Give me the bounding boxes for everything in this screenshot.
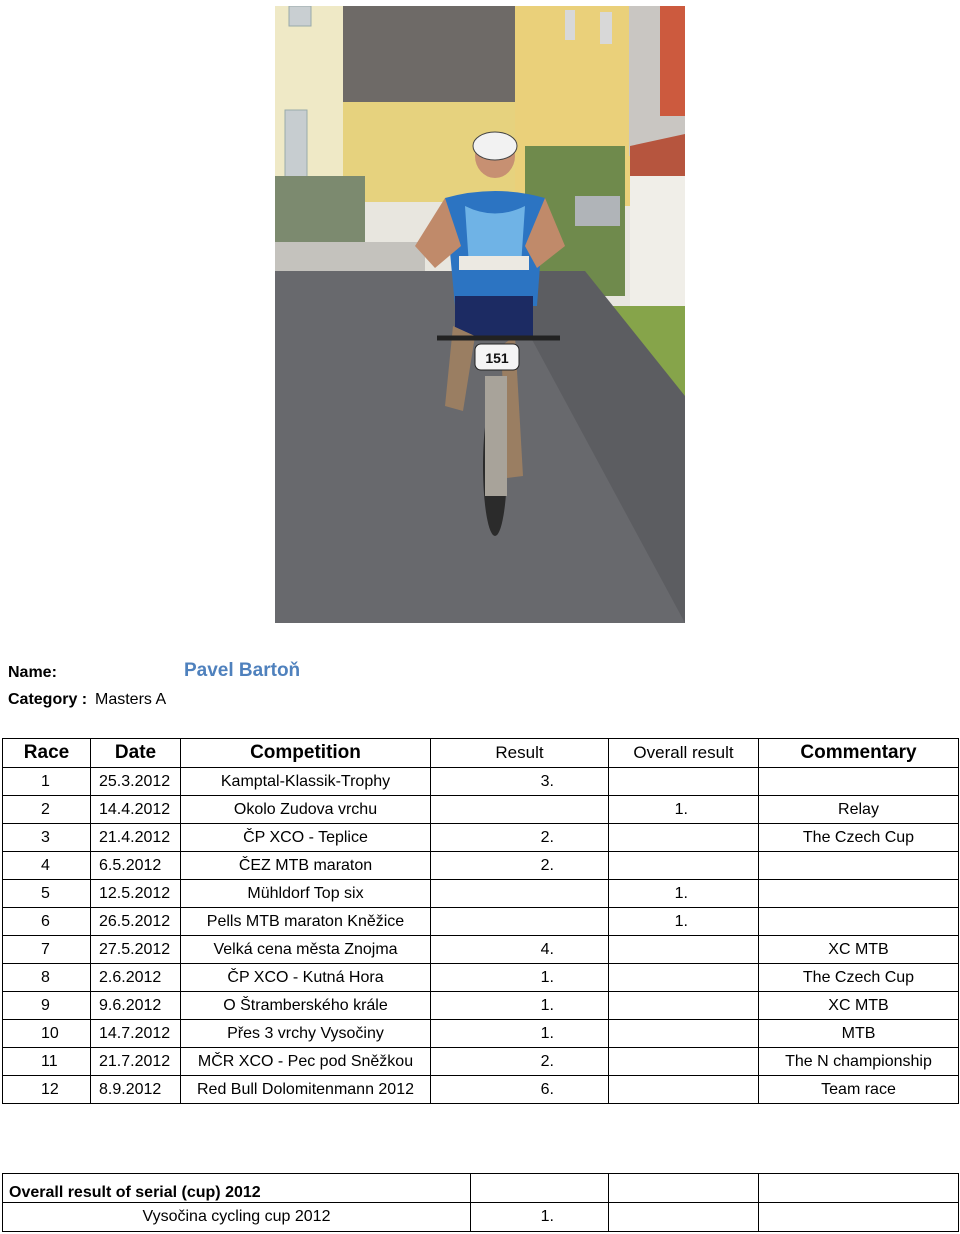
header-result: Result xyxy=(431,739,609,768)
cell-overall: 1. xyxy=(609,880,759,908)
serial-row xyxy=(3,1203,959,1232)
cell-overall xyxy=(609,824,759,852)
cell-competition: Pells MTB maraton Kněžice xyxy=(181,908,431,936)
cell-result: 1. xyxy=(431,1020,609,1048)
empty-cell xyxy=(759,1174,959,1203)
cell-race: 6 xyxy=(3,908,91,936)
serial-cup-name: Vysočina cycling cup 2012 xyxy=(3,1203,471,1232)
cell-commentary: The Czech Cup xyxy=(759,964,959,992)
cell-competition: Mühldorf Top six xyxy=(181,880,431,908)
cell-competition: O Štramberského krále xyxy=(181,992,431,1020)
cell-race: 8 xyxy=(3,964,91,992)
serial-title: Overall result of serial (cup) 2012 xyxy=(3,1174,471,1203)
cell-competition: ČP XCO - Teplice xyxy=(181,824,431,852)
cell-overall xyxy=(609,936,759,964)
cell-race: 3 xyxy=(3,824,91,852)
cell-competition: Velká cena města Znojma xyxy=(181,936,431,964)
cell-competition: MČR XCO - Pec pod Sněžkou xyxy=(181,1048,431,1076)
cell-commentary: XC MTB xyxy=(759,936,959,964)
cell-commentary: Relay xyxy=(759,796,959,824)
cell-date: 6.5.2012 xyxy=(91,852,181,880)
cell-result: 6. xyxy=(431,1076,609,1104)
cell-competition: ČP XCO - Kutná Hora xyxy=(181,964,431,992)
cell-result: 2. xyxy=(431,824,609,852)
table-row xyxy=(3,768,959,796)
table-row xyxy=(3,964,959,992)
empty-cell xyxy=(609,1203,759,1232)
table-row xyxy=(3,992,959,1020)
cell-race: 9 xyxy=(3,992,91,1020)
cell-result xyxy=(431,908,609,936)
name-label: Name: xyxy=(8,664,57,681)
cell-commentary xyxy=(759,908,959,936)
cell-race: 10 xyxy=(3,1020,91,1048)
cell-result: 2. xyxy=(431,852,609,880)
table-row xyxy=(3,796,959,824)
header-commentary: Commentary xyxy=(759,739,959,768)
cell-commentary xyxy=(759,852,959,880)
cell-overall xyxy=(609,1048,759,1076)
cell-result xyxy=(431,796,609,824)
cell-commentary: XC MTB xyxy=(759,992,959,1020)
cell-date: 9.6.2012 xyxy=(91,992,181,1020)
cell-race: 5 xyxy=(3,880,91,908)
serial-result-table xyxy=(2,1173,959,1232)
cell-commentary: The N championship xyxy=(759,1048,959,1076)
cell-race: 1 xyxy=(3,768,91,796)
serial-header-row xyxy=(3,1174,959,1203)
cell-commentary: The Czech Cup xyxy=(759,824,959,852)
header-date: Date xyxy=(91,739,181,768)
category-label: Category : xyxy=(8,691,88,708)
cell-race: 11 xyxy=(3,1048,91,1076)
serial-place: 1. xyxy=(471,1203,609,1232)
cell-race: 4 xyxy=(3,852,91,880)
cell-commentary: MTB xyxy=(759,1020,959,1048)
cell-date: 21.7.2012 xyxy=(91,1048,181,1076)
cell-date: 2.6.2012 xyxy=(91,964,181,992)
cell-overall xyxy=(609,964,759,992)
cell-date: 12.5.2012 xyxy=(91,880,181,908)
cell-date: 21.4.2012 xyxy=(91,824,181,852)
empty-cell xyxy=(609,1174,759,1203)
cell-overall: 1. xyxy=(609,796,759,824)
cell-date: 25.3.2012 xyxy=(91,768,181,796)
cell-date: 14.4.2012 xyxy=(91,796,181,824)
cell-competition: Kamptal-Klassik-Trophy xyxy=(181,768,431,796)
cell-commentary xyxy=(759,768,959,796)
cell-result: 3. xyxy=(431,768,609,796)
cell-competition: Red Bull Dolomitenmann 2012 xyxy=(181,1076,431,1104)
empty-cell xyxy=(759,1203,959,1232)
cell-race: 7 xyxy=(3,936,91,964)
cell-overall xyxy=(609,852,759,880)
athlete-name: Pavel Bartoň xyxy=(184,660,301,681)
cell-result: 1. xyxy=(431,964,609,992)
header-race: Race xyxy=(3,739,91,768)
table-row xyxy=(3,1048,959,1076)
cell-overall xyxy=(609,1076,759,1104)
cell-overall xyxy=(609,1020,759,1048)
cell-date: 26.5.2012 xyxy=(91,908,181,936)
cell-race: 2 xyxy=(3,796,91,824)
cyclist-photo xyxy=(275,6,685,623)
cell-result xyxy=(431,880,609,908)
table-row xyxy=(3,908,959,936)
table-row xyxy=(3,852,959,880)
cell-commentary: Team race xyxy=(759,1076,959,1104)
cell-overall xyxy=(609,992,759,1020)
cell-overall xyxy=(609,768,759,796)
empty-cell xyxy=(471,1174,609,1203)
table-row xyxy=(3,880,959,908)
cell-date: 14.7.2012 xyxy=(91,1020,181,1048)
cell-race: 12 xyxy=(3,1076,91,1104)
cell-overall: 1. xyxy=(609,908,759,936)
table-row xyxy=(3,1020,959,1048)
header-competition: Competition xyxy=(181,739,431,768)
category-value: Masters A xyxy=(95,691,167,708)
header-overall: Overall result xyxy=(609,739,759,768)
cell-result: 2. xyxy=(431,1048,609,1076)
cell-date: 27.5.2012 xyxy=(91,936,181,964)
table-row xyxy=(3,1076,959,1104)
table-row xyxy=(3,936,959,964)
cell-commentary xyxy=(759,880,959,908)
table-header-row xyxy=(3,739,959,768)
cell-date: 8.9.2012 xyxy=(91,1076,181,1104)
cell-competition: ČEZ MTB maraton xyxy=(181,852,431,880)
cell-competition: Přes 3 vrchy Vysočiny xyxy=(181,1020,431,1048)
cell-result: 1. xyxy=(431,992,609,1020)
cell-competition: Okolo Zudova vrchu xyxy=(181,796,431,824)
results-table xyxy=(2,738,959,1104)
bib-number: 151 xyxy=(485,350,509,366)
table-row xyxy=(3,824,959,852)
cell-result: 4. xyxy=(431,936,609,964)
